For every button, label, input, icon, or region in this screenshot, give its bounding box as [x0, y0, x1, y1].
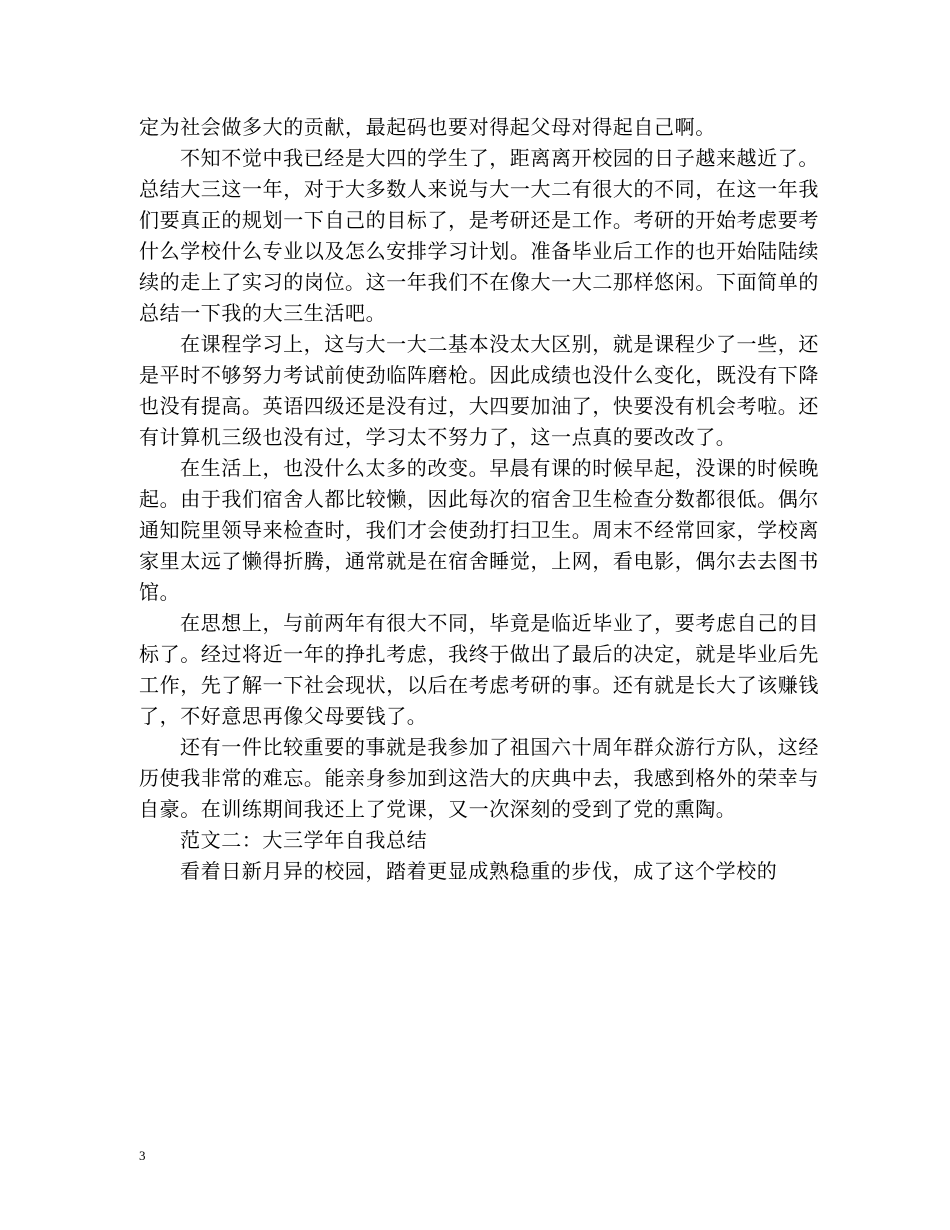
paragraph-study: 在课程学习上，这与大一大二基本没太大区别，就是课程少了一些，还是平时不够努力考试前使劲临阵磨枪。因此成绩也没什么变化，既没有下降也没有提高。英语四级还是没有过，大四要加油了，快要没有机会考啦。还有计算机三级也没有过，学习太不努力了，这一点真的要改改了。: [139, 332, 819, 449]
paragraph-intro: 不知不觉中我已经是大四的学生了，距离离开校园的日子越来越近了。总结大三这一年，对于大多数人来说与大一大二有很大的不同，在这一年我们要真正的规划一下自己的目标了，是考研还是工作。考研的开始考虑要考什么学校什么专业以及怎么安排学习计划。准备毕业后工作的也开始陆陆续续的走上了实习的岗位。这一年我们不在像大一大二那样悠闲。下面简单的总结一下我的大三生活吧。: [139, 146, 819, 325]
page-number: 3: [139, 1148, 146, 1163]
paragraph-life: 在生活上，也没什么太多的改变。早晨有课的时候早起，没课的时候晚起。由于我们宿舍人都比较懒，因此每次的宿舍卫生检查分数都很低。偶尔通知院里领导来检查时，我们才会使劲打扫卫生。周末不经常回家，学校离家里太远了懒得折腾，通常就是在宿舍睡觉，上网，看电影，偶尔去去图书馆。: [139, 456, 819, 604]
paragraph-parade: 还有一件比较重要的事就是我参加了祖国六十周年群众游行方队，这经历使我非常的难忘。能亲身参加到这浩大的庆典中去，我感到格外的荣幸与自豪。在训练期间我还上了党课，又一次深刻的受到了党的熏陶。: [139, 735, 819, 821]
document-body: [139, 112, 819, 887]
paragraph-continuation: 定为社会做多大的贡献，最起码也要对得起父母对得起自己啊。: [139, 115, 716, 139]
section-heading: 范文二：大三学年自我总结: [180, 828, 428, 852]
paragraph-sample-two: 看着日新月异的校园，踏着更显成熟稳重的步伐，成了这个学校的: [180, 859, 778, 883]
paragraph-thought: 在思想上，与前两年有很大不同，毕竟是临近毕业了，要考虑自己的目标了。经过将近一年的挣扎考虑，我终于做出了最后的决定，就是毕业后先工作，先了解一下社会现状，以后在考虑考研的事。还有就是长大了该赚钱了，不好意思再像父母要钱了。: [139, 611, 819, 728]
